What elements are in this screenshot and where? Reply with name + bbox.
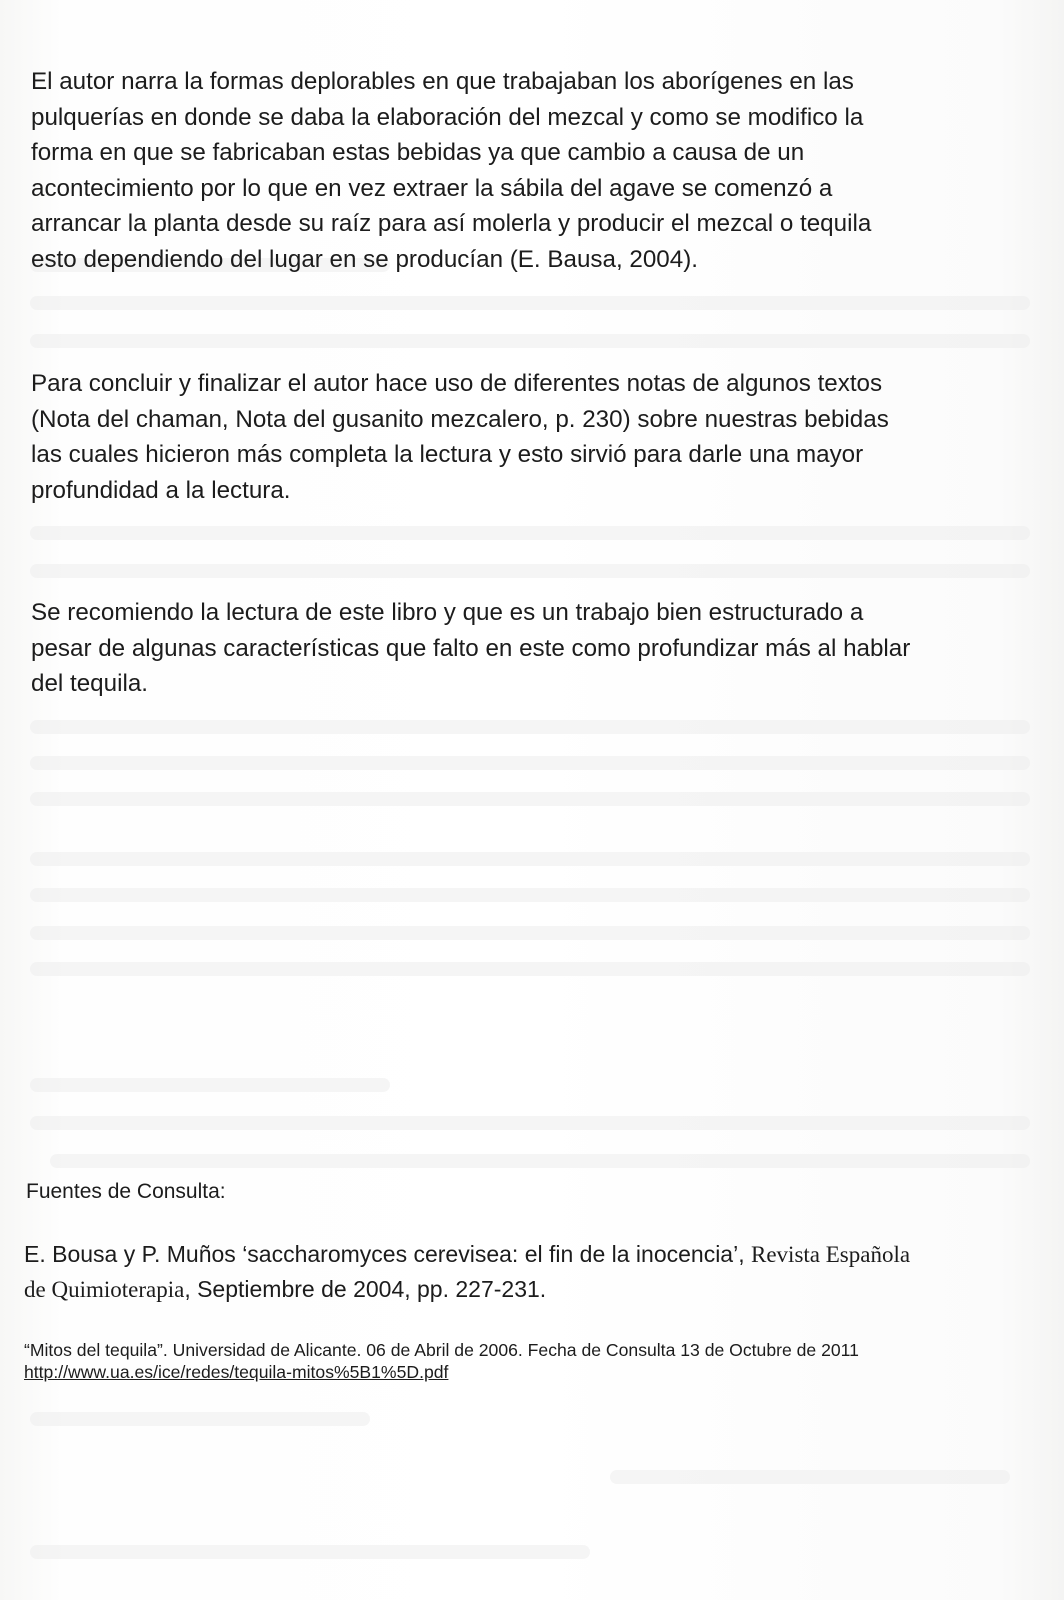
- bleed-through-mark: [30, 1412, 370, 1426]
- text-line: pesar de algunas características que falto en este como profundizar más al hablar: [31, 634, 911, 662]
- bleed-through-mark: [30, 334, 1030, 348]
- reference-bousa: [24, 1237, 910, 1307]
- bleed-through-mark: [30, 888, 1030, 902]
- text-line: forma en que se fabricaban estas bebidas ya que cambio a causa de un: [31, 139, 805, 167]
- bleed-through-mark: [30, 564, 1030, 578]
- text-line: del tequila.: [31, 670, 148, 698]
- bleed-through-mark: [30, 720, 1030, 734]
- bleed-through-mark: [30, 526, 1030, 540]
- text-line: esto dependiendo del lugar en se producían (E. Bausa, 2004).: [31, 245, 698, 273]
- bleed-through-mark: [30, 852, 1030, 866]
- reference-text: “Mitos del tequila”. Universidad de Alicante. 06 de Abril de 2006. Fecha de Consulta 13 de Octubre de 2011: [24, 1340, 859, 1360]
- bleed-through-mark: [30, 792, 1030, 806]
- bleed-through-mark: [30, 1078, 390, 1092]
- text-line: las cuales hicieron más completa la lectura y esto sirvió para darle una mayor: [31, 441, 864, 469]
- bleed-through-mark: [610, 1470, 1010, 1484]
- text-line: arrancar la planta desde su raíz para así molerla y producir el mezcal o tequila: [31, 210, 872, 238]
- journal-title: Revista Española: [751, 1242, 911, 1267]
- reference-text: E. Bousa y P. Muños ‘saccharomyces cerevisea: el fin de la inocencia’,: [24, 1241, 751, 1267]
- reference-url-link[interactable]: http://www.ua.es/ice/redes/tequila-mitos%5B1%5D.pdf: [24, 1362, 449, 1382]
- paragraph-conclusion: [31, 366, 1031, 508]
- sources-heading: Fuentes de Consulta:: [26, 1180, 226, 1203]
- reference-text: , Septiembre de 2004, pp. 227-231.: [184, 1276, 547, 1302]
- text-line: (Nota del chaman, Nota del gusanito mezcalero, p. 230) sobre nuestras bebidas: [31, 405, 889, 433]
- bleed-through-mark: [30, 962, 1030, 976]
- reference-mitos-tequila: [24, 1339, 859, 1383]
- text-line: Se recomiendo la lectura de este libro y que es un trabajo bien estructurado a: [31, 599, 864, 626]
- bleed-through-mark: [30, 756, 1030, 770]
- bleed-through-mark: [50, 1154, 1030, 1168]
- text-line: acontecimiento por lo que en vez extraer la sábila del agave se comenzó a: [31, 174, 833, 202]
- text-line: El autor narra la formas deplorables en que trabajaban los aborígenes en las: [31, 68, 854, 95]
- text-line: profundidad a la lectura.: [31, 476, 291, 504]
- paragraph-elaboration: [31, 64, 1031, 278]
- paragraph-recommendation: [31, 595, 1031, 702]
- bleed-through-mark: [30, 296, 1030, 310]
- bleed-through-mark: [30, 926, 1030, 940]
- bleed-through-mark: [30, 1545, 590, 1559]
- bleed-through-mark: [30, 1116, 1030, 1130]
- text-line: Para concluir y finalizar el autor hace uso de diferentes notas de algunos textos: [31, 370, 883, 397]
- text-line: pulquerías en donde se daba la elaboración del mezcal y como se modifico la: [31, 103, 864, 131]
- journal-title: de Quimioterapia: [24, 1277, 185, 1302]
